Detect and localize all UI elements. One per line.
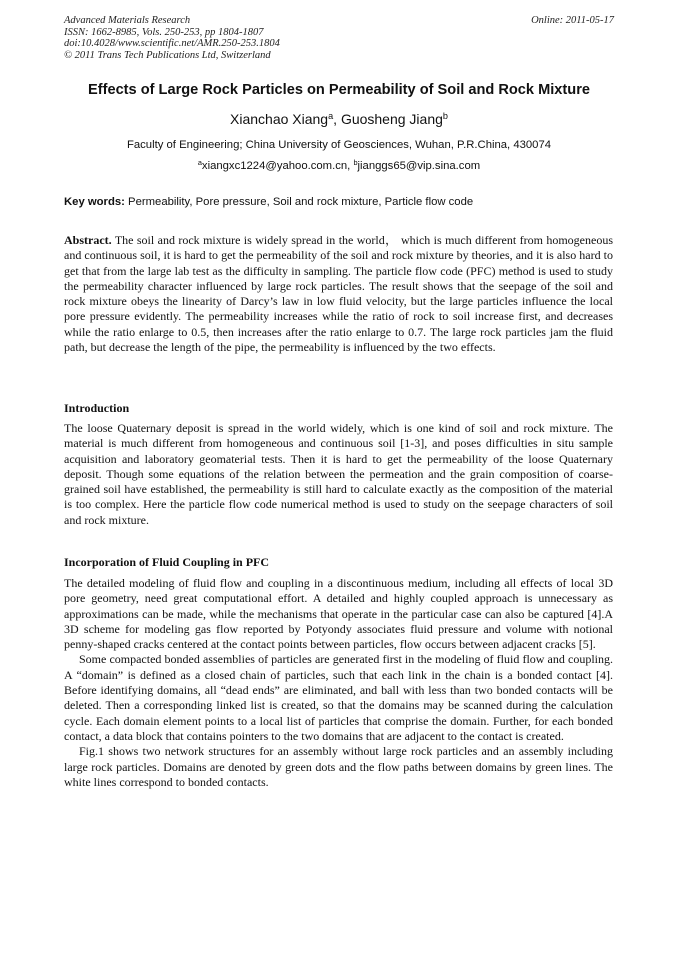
keywords-label: Key words: [64,196,125,208]
journal-name: Advanced Materials Research [64,15,191,26]
doi-line: doi:10.4028/www.scientific.net/AMR.250-253.1804 [64,38,280,49]
fluid-paragraph-3: Fig.1 shows two network structures for an assembly without large rock particles and an assembly including large rock particles. Domains are denoted by green dots and the flow paths between domains by green lines. The white lines correspond to bonded contacts. [64,744,613,789]
fluid-paragraph-2: Some compacted bonded assemblies of particles are generated first in the modeling of fluid flow and coupling. A “domain” is defined as a closed chain of particles, such that each link in the chain is a bonded contact [4]. Before identifying domains, all “dead ends” are eliminated, and ball with less than two bonded contacts will be deleted. Then a corresponding linked list is created, so that the domains may be scanned during the calculation cycle. Each domain element points to a local list of particles that comprise the domain. Further, for each bonded contact, a data block that contains pointers to the two domains that are adjacent to the contact is created. [64,652,613,743]
affiliation: Faculty of Engineering; China University of Geosciences, Wuhan, P.R.China, 430074 [126,139,552,151]
author-1-sup: a [328,111,334,121]
fluid-paragraph-1: The detailed modeling of fluid flow and coupling in a discontinuous medium, including all effects of local 3D pore geometry, need great computational effort. A detailed and highly coupled approach is unnecessary as approximations can be made, while the mechanisms that operate in the particular case can also be captured [4].A 3D scheme for modeling gas flow reported by Potyondy associates fluid pressure and volume with notional penny-shaped cracks centered at the contact points between particles, flow occurs between adjacent cracks [5]. [64,576,613,652]
abstract [64,233,613,355]
email-a[interactable]: xiangxc1224@yahoo.com.cn [201,160,348,172]
email-line [40,157,638,172]
keywords [64,196,624,208]
author-1: Xianchao Xiang [230,111,329,127]
keywords-text: Permeability, Pore pressure, Soil and rock mixture, Particle flow code [124,196,474,208]
author-2-sup: b [442,111,448,121]
author-sep: , [333,111,341,127]
email-sep: , [347,160,354,172]
issn-line: ISSN: 1662-8985, Vols. 250-253, pp 1804-1807 [64,26,264,38]
email-b-sup: b [353,157,358,167]
email-a-sup: a [197,157,202,167]
abstract-text: The soil and rock mixture is widely spread in the world， which is much different from homogeneous and continuous soil, it is hard to get the permeability of the soil and rock mixture by theories, and it is also hard to get that from the large lab test as the difficulty in sampling. The particle flow code (PFC) method is used to study the permeability character influenced by large rock particles. The result shows that the seepage of the soil and rock mixture obeys the linearity of Darcy’s law in low fluid velocity, but the large particles influence the local pore pressure evidently. The permeability increases while the ratio of rock to soil increase first, and decreases while the ratio enlarge to 0.5, then increases after the ratio enlarge to 0.7. The large rock particles jam the fluid path, but decrease the length of the pipe, the permeability is influenced by the two effects. [64,233,613,355]
abstract-label: Abstract. [64,233,112,247]
fluid-coupling-heading: Incorporation of Fluid Coupling in PFC [64,555,270,569]
paper-title: Effects of Large Rock Particles on Permeability of Soil and Rock Mixture [88,82,590,98]
introduction-paragraph: The loose Quaternary deposit is spread in the world widely, which is one kind of soil and rock mixture. The material is much different from homogeneous and continuous soil [1-3], and poses difficulties in situ sample acquisition and laboratory geomaterial tests. Then it is hard to get the permeability of the loose Quaternary deposit. Though some equations of the relation between the permeation and the grain composition of coarse-grained soil have established, the permeability is still hard to calculate exactly as the composition of the material is too complex. Here the particle flow code numerical method is used to study on the seepage characters of soil and rock mixture. [64,421,613,527]
fluid-coupling-body [64,576,613,790]
email-b[interactable]: jianggs65@vip.sina.com [357,160,481,172]
author-line [40,111,638,127]
introduction-body [64,421,613,528]
introduction-heading: Introduction [64,401,130,415]
copyright-line: © 2011 Trans Tech Publications Ltd, Switzerland [64,49,271,61]
author-2: Guosheng Jiang [340,111,443,127]
journal-meta [64,15,280,61]
online-date: Online: 2011-05-17 [531,15,614,26]
